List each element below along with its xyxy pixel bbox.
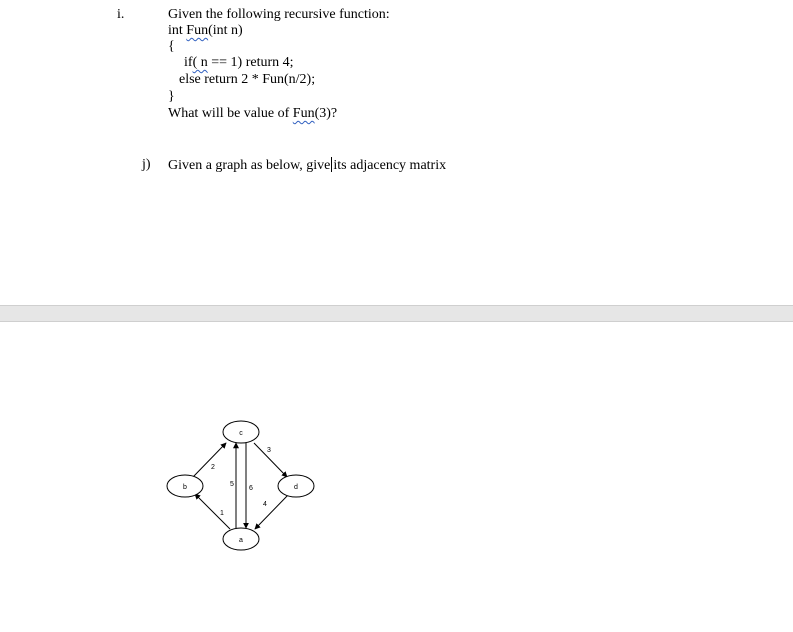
edge-weight-b-c: 2 <box>211 464 215 471</box>
node-label-a: a <box>239 537 243 544</box>
text-caret <box>331 157 332 172</box>
edge-weight-a-b: 1 <box>220 510 224 517</box>
question-i-line-6: } <box>168 89 175 104</box>
graph-node-d <box>278 475 314 497</box>
question-i-line-4 <box>184 55 294 71</box>
node-label-c: c <box>239 430 243 437</box>
graph-node-a <box>223 528 259 550</box>
edge-b-c <box>193 443 226 477</box>
edge-weight-c-a: 6 <box>249 485 253 492</box>
code-token: What will be value of <box>168 106 293 121</box>
document-page-1 <box>0 0 793 306</box>
edge-a-b <box>195 494 230 529</box>
question-j-text[interactable] <box>168 157 446 174</box>
spellcheck-token[interactable]: Fun <box>292 106 315 121</box>
node-label-d: d <box>294 484 298 491</box>
question-j-text-before-caret: Given a graph as below, give <box>168 158 331 173</box>
question-i-marker: i. <box>117 7 125 22</box>
graph-node-c <box>223 421 259 443</box>
question-j-marker: j) <box>142 157 151 172</box>
code-token: if <box>184 55 193 70</box>
graph-node-b <box>167 475 203 497</box>
edge-d-a <box>255 494 289 529</box>
code-token: (int n) <box>208 23 243 38</box>
graph-figure <box>0 322 793 632</box>
question-j-text-after-caret: its adjacency matrix <box>333 158 447 173</box>
edge-weight-d-a: 4 <box>263 501 267 508</box>
spellcheck-token[interactable]: ( n <box>192 55 208 70</box>
question-i-line-5: else return 2 * Fun(n/2); <box>179 72 316 87</box>
spellcheck-token[interactable]: Fun <box>186 23 209 38</box>
code-token: == 1) return 4; <box>207 55 294 70</box>
edge-weight-c-d: 3 <box>267 447 271 454</box>
question-i-line-2 <box>168 23 243 39</box>
node-label-b: b <box>183 484 187 491</box>
code-token: int <box>168 23 187 38</box>
code-token: (3)? <box>314 106 338 121</box>
question-i-line-1: Given the following recursive function: <box>168 7 390 22</box>
document-page-2 <box>0 321 793 632</box>
question-i-line-3: { <box>168 39 175 54</box>
question-i-line-7 <box>168 106 337 122</box>
edge-weight-a-c: 5 <box>230 481 234 488</box>
